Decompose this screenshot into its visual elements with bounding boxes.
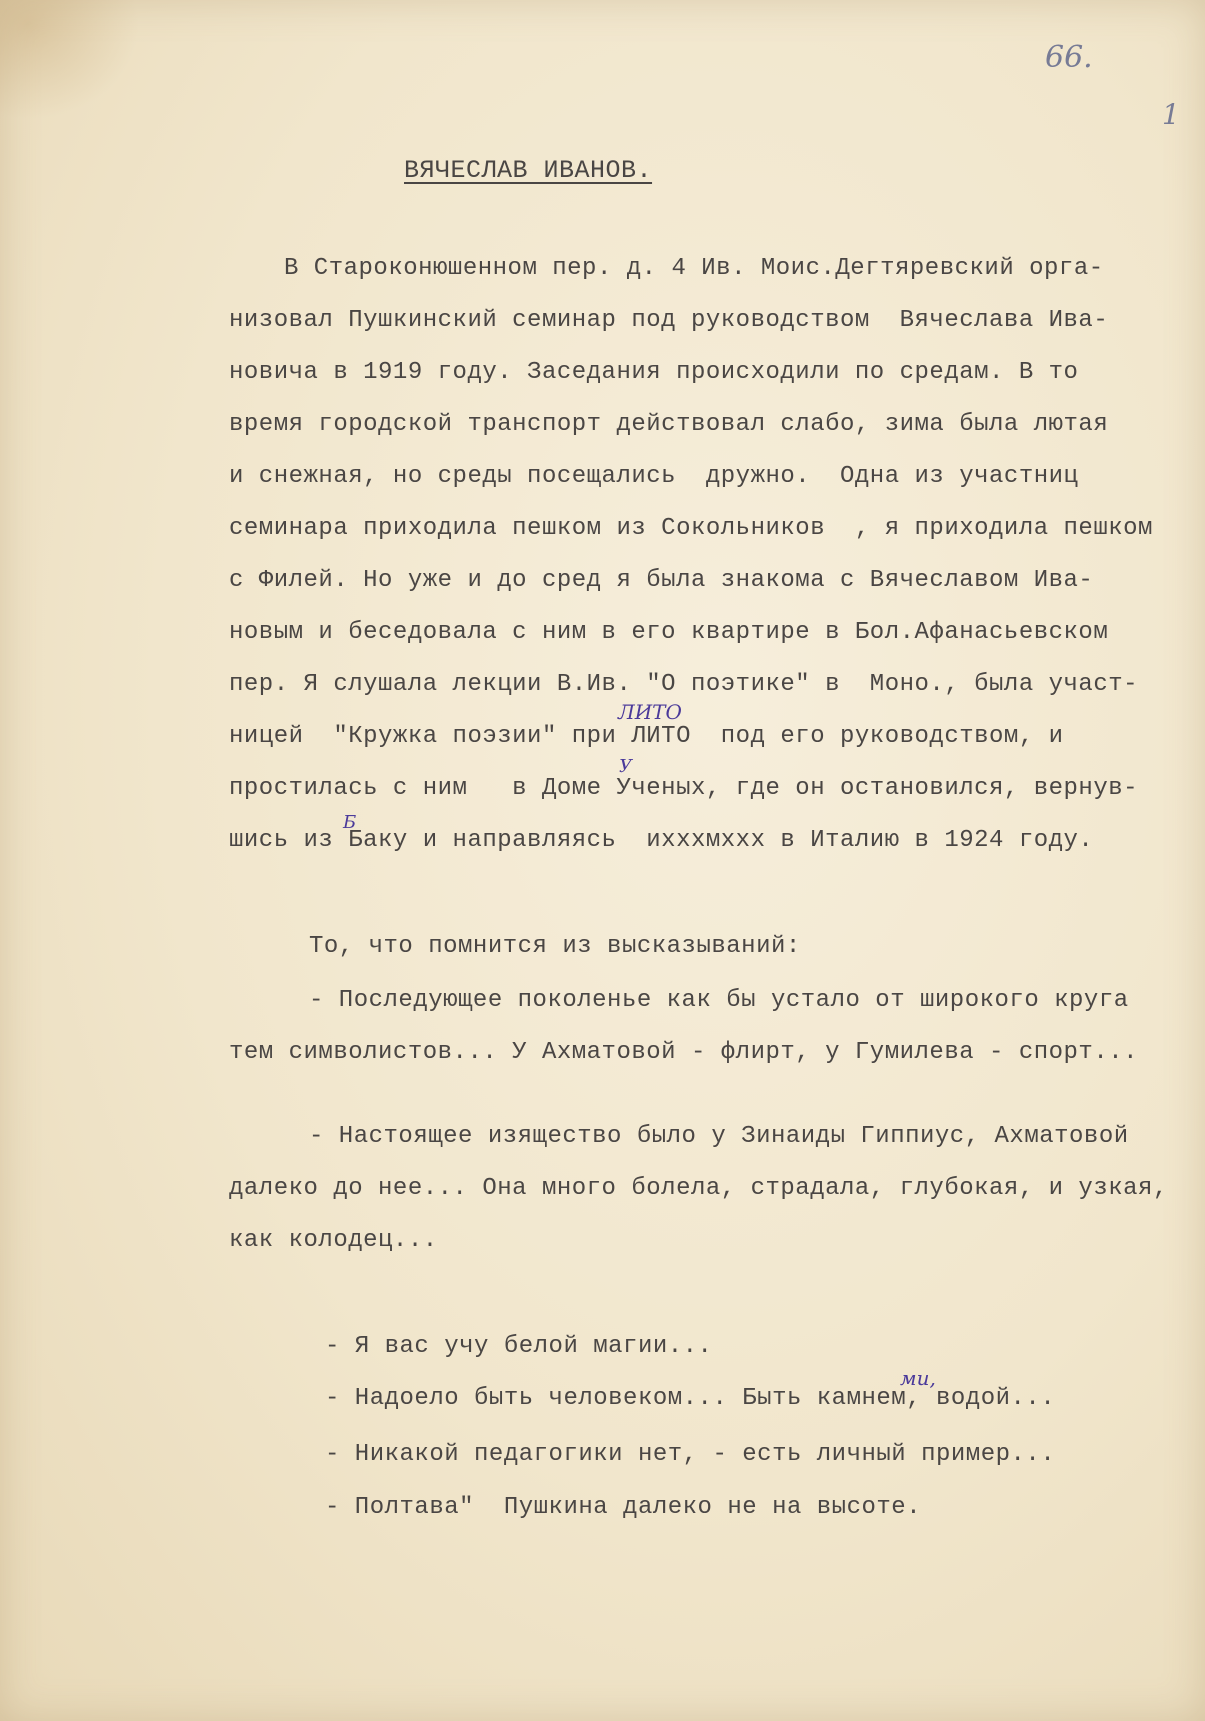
paragraph-line: шись из Баку и направляясь иxxxмxxx в Италию в 1924 году. (229, 827, 1094, 854)
saying-line: - Я вас учу белой магии... (325, 1333, 713, 1360)
handwritten-correction-lito: ЛИТО (618, 700, 682, 724)
paper-stain (0, 0, 140, 120)
handwritten-correction-b: Б (343, 812, 357, 833)
paragraph-line: время городской транспорт действовал слабо, зима была лютая (229, 411, 1109, 438)
paragraph-line: простилась с ним в Доме Ученых, где он остановился, вернув- (229, 775, 1139, 802)
handwritten-correction-mi: ми, (900, 1366, 936, 1390)
quote-line: - Последующее поколенье как бы устало от широкого круга (309, 987, 1129, 1014)
folio-number: 66. (1045, 40, 1093, 75)
paragraph-line: низовал Пушкинский семинар под руководством Вячеслава Ива- (229, 307, 1109, 334)
paragraph-line: В Староконюшенном пер. д. 4 Ив. Моис.Дегтяревский орга- (284, 255, 1104, 282)
handwritten-correction-u: У (619, 756, 633, 777)
saying-line: - Полтава" Пушкина далеко не на высоте. (325, 1494, 922, 1521)
quote-line: как колодец... (229, 1227, 438, 1254)
paragraph-line: и снежная, но среды посещались дружно. Одна из участниц (229, 463, 1079, 490)
quotes-intro: То, что помнится из высказываний: (309, 933, 801, 960)
quote-line: тем символистов... У Ахматовой - флирт, у Гумилева - спорт... (229, 1039, 1139, 1066)
page-title: ВЯЧЕСЛАВ ИВАНОВ. (404, 156, 653, 185)
paragraph-line: с Филей. Но уже и до сред я была знакома с Вячеславом Ива- (229, 567, 1094, 594)
quote-line: - Настоящее изящество было у Зинаиды Гиппиус, Ахматовой (309, 1123, 1129, 1150)
quote-line: далеко до нее... Она много болела, страдала, глубокая, и узкая, (229, 1175, 1168, 1202)
saying-line: - Надоело быть человеком... Быть камнем, водой... (325, 1385, 1056, 1412)
paragraph-line: ницей "Кружка поэзии" при ЛИТО под его руководством, и (229, 723, 1064, 750)
page-number: 1 (1162, 98, 1180, 131)
paragraph-line: пер. Я слушала лекции В.Ив. "О поэтике" в Моно., была участ- (229, 671, 1139, 698)
paragraph-line: семинара приходила пешком из Сокольников , я приходила пешком (229, 515, 1153, 542)
paragraph-line: новым и беседовала с ним в его квартире в Бол.Афанасьевском (229, 619, 1109, 646)
saying-line: - Никакой педагогики нет, - есть личный пример... (325, 1441, 1056, 1468)
paragraph-line: новича в 1919 году. Заседания происходили по средам. В то (229, 359, 1079, 386)
